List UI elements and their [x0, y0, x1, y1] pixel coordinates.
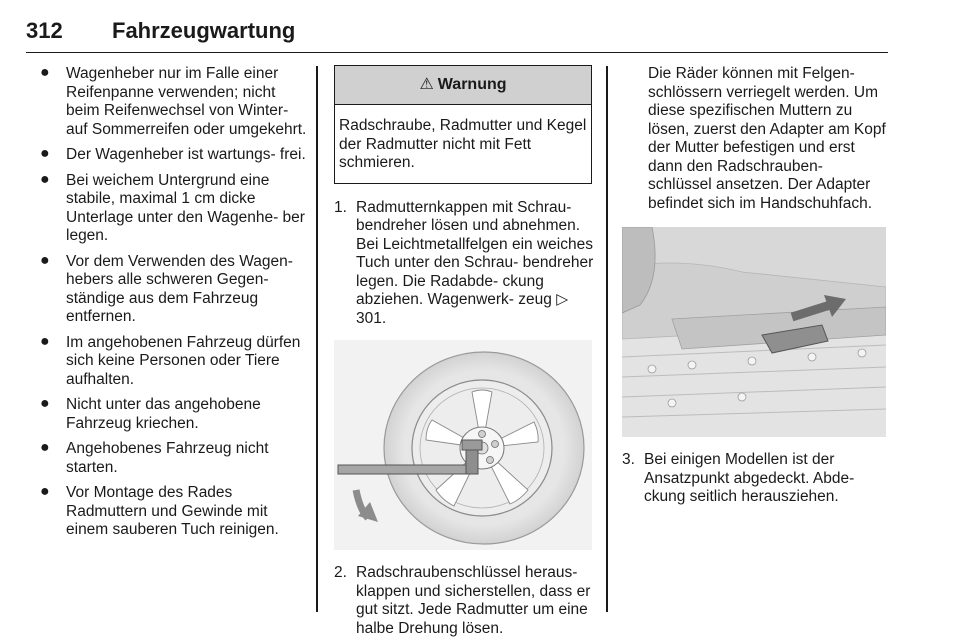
column-divider — [316, 66, 318, 612]
wheel-figure — [334, 340, 592, 550]
page-ref-icon: ▷ — [556, 291, 569, 308]
warning-title: Warnung — [437, 75, 507, 93]
bullet-list — [38, 65, 308, 540]
warning-header — [335, 66, 591, 105]
list-item: ● Vor Montage des Rades Radmuttern und Gewinde mit einem sauberen Tuch reinigen. — [40, 483, 279, 538]
list-item: ● Der Wagenheber ist wartungs- frei. — [40, 145, 306, 163]
list-item: ● Bei weichem Untergrund eine stabile, maximal 1 cm dicke Unterlage unter den Wagenhe- ber legen. — [40, 170, 305, 244]
jack-point-figure — [622, 227, 886, 437]
page-header — [26, 16, 888, 53]
list-item: ● Vor dem Verwenden des Wagen- hebers alle schweren Gegen- ständige aus dem Fahrzeug entfernen. — [40, 251, 293, 325]
column-left — [38, 65, 308, 547]
list-item: ● Angehobenes Fahrzeug nicht starten. — [40, 439, 269, 476]
list-item: ● Nicht unter das angehobene Fahrzeug kriechen. — [40, 395, 261, 432]
page-title: Fahrzeugwartung — [112, 18, 296, 43]
step-1: 1. Radmutternkappen mit Schrau- bendreher lösen und abnehmen. Bei Leichtmetallfelgen ein weiches Tuch unter den Schrau- bendreher legen. Die Radabde- ckung abziehen. Wagenwerk- zeug ▷ 301. — [334, 198, 594, 327]
list-item: ● Wagenheber nur im Falle einer Reifenpanne verwenden; nicht beim Reifenwechsel von Winter- auf Sommerreifen oder umgekehrt. — [40, 64, 307, 138]
step-3: 3. Bei einigen Modellen ist der Ansatzpunkt abgedeckt. Abde- ckung seitlich herausziehen. — [622, 451, 855, 505]
step-2: 2. Radschraubenschlüssel heraus- klappen und sicherstellen, dass er gut sitzt. Jede Radmutter um eine halbe Drehung lösen. — [334, 564, 591, 637]
jack-point-illustration — [622, 227, 886, 437]
wheel-illustration — [334, 340, 592, 550]
warning-icon: ⚠ — [419, 75, 434, 93]
warning-box — [334, 65, 592, 184]
column-middle — [334, 65, 592, 638]
column-divider — [606, 66, 608, 612]
page-number: 312 — [26, 18, 63, 43]
list-item: ● Im angehobenen Fahrzeug dürfen sich keine Personen oder Tiere aufhalten. — [40, 332, 301, 388]
page-ref: 301. — [356, 309, 387, 327]
column-right — [622, 65, 888, 507]
rim-lock-paragraph: Die Räder können mit Felgen- schlössern verriegelt werden. Um diese spezifischen Muttern zu lösen, zuerst den Adapter am Kopf der Mutter befestigen und erst dann den Radschrauben- schlüssel ansetzen. Der Adapter befindet sich im Handschuhfach. — [648, 65, 886, 212]
warning-text: Radschraube, Radmutter und Kegel der Radmutter nicht mit Fett schmieren. — [339, 117, 587, 171]
